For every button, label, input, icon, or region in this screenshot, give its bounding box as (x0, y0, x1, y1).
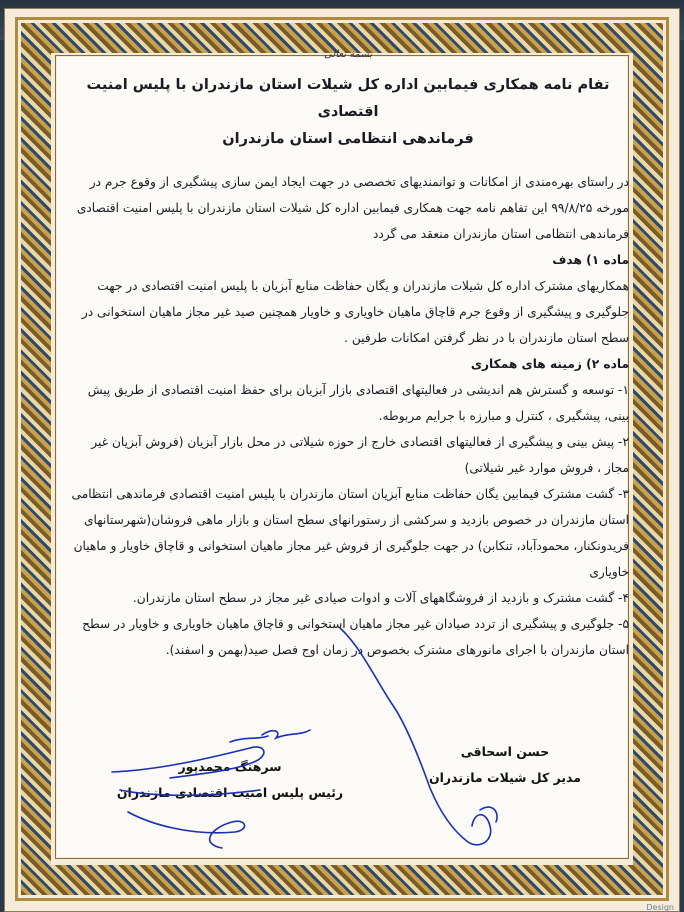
signatory-left-name: سرهنگ محمدپور (178, 759, 282, 774)
watermark-text: Design (646, 903, 674, 912)
cooperation-item-2: ۲- پیش بینی و پیشگیری از فعالیتهای اقتصادی خارج از حوزه شیلاتی در محل بازار آبزیان (فروش آبزیان غیر مجاز ، فروش موارد غیر شیلاتی) (91, 435, 629, 475)
signature-block-left (105, 754, 355, 806)
intro-paragraph: در راستای بهره‌مندی از امکانات و توانمندیهای تخصصی در جهت ایجاد ایمن سازی پیشگیری از وقوع جرم در مورخه ۹۹/۸/۲۵ این تفاهم نامه جهت همکاری فیمابین اداره کل شیلات استان مازندران با پلیس امنیت اقتصادی فرماندهی انتظامی استان مازندران منعقد می گردد (76, 175, 629, 241)
signatory-right-name: حسن اسحاقی (460, 744, 550, 759)
document-body (67, 169, 629, 663)
article-2-heading: ماده ۲) زمینه های همکاری (470, 357, 629, 371)
document-title (67, 72, 629, 153)
cooperation-item-5: ۵- جلوگیری و پیشگیری از تردد صیادان غیر مجاز ماهیان استخوانی و قاچاق ماهیان خاویاری و خاویار در سطح استان مازندران با اجرای مانورهای مشترک بخصوص در زمان اوج فصل صید(بهمن و اسفند). (82, 617, 629, 657)
signatory-right-title: مدیر کل شیلات مازندران (428, 770, 582, 785)
article-1-heading: ماده ۱) هدف (552, 253, 629, 267)
document-content (67, 49, 629, 663)
invocation-text: بسمه تعالی (323, 49, 373, 60)
article-1-text: همکاریهای مشترک اداره کل شیلات مازندران و یگان حفاظت منابع آبزیان با پلیس امنیت اقتصادی در جهت جلوگیری و پیشگیری از وقوع جرم قاچاق ماهیان خاویاری و خاویار همچنین صید غیر مجاز ماهیان استخوانی در سطح استان مازندران با در نظر گرفتن امکانات طرفین . (81, 279, 629, 345)
cooperation-item-4: ۴- گشت مشترک و بازدید از فروشگاههای آلات و ادوات صیادی غیر مجاز در سطح استان مازندران. (132, 591, 629, 605)
title-line-1: تفام نامه همکاری فیمابین اداره کل شیلات استان مازندران با پلیس امنیت اقتصادی (86, 77, 610, 120)
signatory-left-title: رئیس پلیس امنیت اقتصادی مازندران (116, 785, 344, 800)
cooperation-item-1: ۱- توسعه و گسترش هم اندیشی در فعالیتهای اقتصادی بازار آبزیان برای حفظ امنیت اقتصادی از طریق پیش بینی، پیشگیری ، کنترل و مبارزه با جرایم مربوطه. (87, 383, 629, 423)
title-line-2: فرماندهی انتظامی استان مازندران (222, 131, 474, 147)
signature-block-right (415, 739, 595, 791)
cooperation-item-3: ۳- گشت مشترک فیمابین یگان حفاظت منابع آبزیان استان مازندران با پلیس امنیت اقتصادی فرماندهی انتظامی استان مازندران در خصوص بازدید و سرکشی از رستورانهای سطح استان و بازار ماهی فروشان(شهرستانهای فریدونکنار، محمودآباد، تنکابن) در جهت جلوگیری از فروش غیر مجاز ماهیان استخوانی و قاچاق خاویار و ماهیان خاویاری (71, 487, 629, 579)
certificate-frame (4, 8, 680, 912)
